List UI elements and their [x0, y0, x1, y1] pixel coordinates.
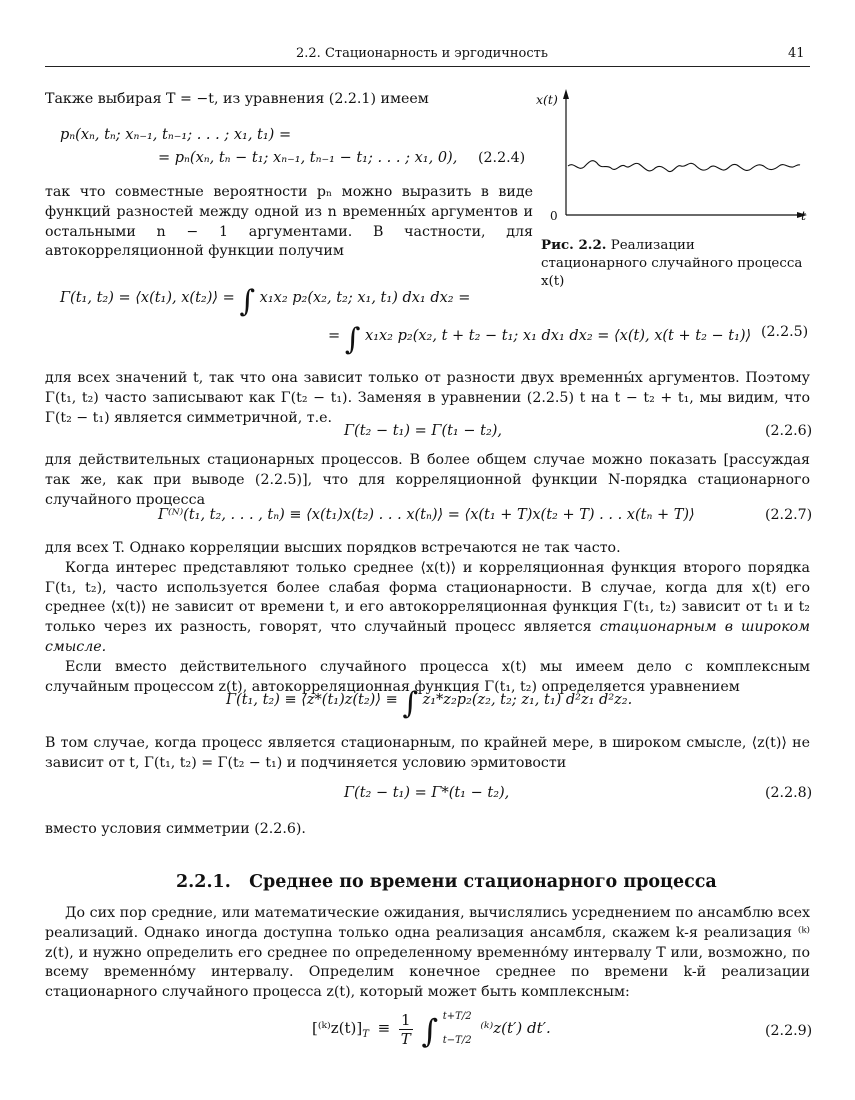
- eq-225-number: (2.2.5): [761, 324, 809, 340]
- eq-229-equiv: ≡: [377, 1019, 391, 1037]
- eq-224-line1: pₙ(xₙ, tₙ; xₙ₋₁, tₙ₋₁; . . . ; x₁, t₁) =: [60, 127, 292, 143]
- figure-2-2: [528, 84, 818, 234]
- x-axis-label: t: [801, 208, 807, 223]
- eq-229-fraction: [399, 1011, 413, 1048]
- eq-225-eq-sign: =: [328, 328, 341, 344]
- eq-227-number: (2.2.7): [765, 507, 813, 523]
- paragraph-time-average: До сих пор средние, или математические ожидания, вычислялись усреднением по ансамблю всех реализаций. Однако иногда доступна только одна реализация ансамбля, скажем k-я реализация ⁽ᵏ⁾z(t), и нужно определить его среднее по определенному временно́му интервалу T или, возможно, по всему временно́му интервалу. Определим конечное среднее по времени k-й реализации стационарного случайного процесса z(t), который может быть комплексным:: [45, 905, 810, 1001]
- eq-226: Γ(t₂ − t₁) = Γ(t₁ − t₂),: [344, 423, 503, 439]
- eq-228: Γ(t₂ − t₁) = Γ*(t₁ − t₂),: [344, 785, 510, 801]
- eq-225-line1: [60, 284, 470, 319]
- eq-229-integrand: ⁽ᵏ⁾z(t′) dt′.: [480, 1019, 551, 1037]
- eq-224-number: (2.2.4): [478, 150, 526, 166]
- realization-plot: [528, 84, 818, 234]
- figure-caption-label: Рис. 2.2.: [541, 237, 607, 253]
- eq-229-upper: t+T/2: [442, 1011, 472, 1022]
- eq-225-lhs: Γ(t₁, t₂) = ⟨x(t₁), x(t₂)⟩ =: [60, 290, 235, 306]
- y-axis-label: x(t): [536, 92, 558, 107]
- section-title: Среднее по времени стационарного процесса: [249, 872, 717, 892]
- wide-sense-term: стационарным в широком смысле.: [45, 619, 810, 655]
- intro-line: Также выбирая T = −t, из уравнения (2.2.1) имеем: [45, 91, 429, 107]
- integral-sign: ∫: [344, 322, 361, 357]
- paragraph-wide-sense: [45, 559, 810, 658]
- eq-complex-autocorrelation: [226, 686, 632, 721]
- paragraph-symmetry-instead: вместо условия симметрии (2.2.6).: [45, 821, 306, 837]
- section-number: 2.2.1.: [176, 872, 231, 892]
- figure-caption: [541, 236, 803, 291]
- paragraph-hermiticity: В том случае, когда процесс является стационарным, по крайней мере, в широком смысле, ⟨z(t)⟩ не зависит от t, Γ(t₁, t₂) = Γ(t₂ − t₁) и подчиняется условию эрмитовости: [45, 735, 810, 771]
- eq-229-frac-den: T: [400, 1029, 411, 1048]
- paragraph-after-225: для всех значений t, так что она зависит только от разности двух временны́х аргументов. Поэтому Γ(t₁, t₂) часто записывают как Γ(t₂ − t₁). Заменяя в уравнении (2.2.5) t на t − t₂ + t₁, мы видим, что Γ(t₂ − t₁) является симметричной, т.е.: [45, 370, 810, 426]
- eq-229-limits: [443, 1010, 472, 1048]
- y-axis-arrow: [563, 89, 569, 99]
- figure-caption-text: Реализации стационарного случайного процесса x(t): [541, 238, 803, 289]
- eq-complex-rhs: z₁*z₂p₂(z₂, t₂; z₁, t₁) d²z₁ d²z₂.: [422, 692, 633, 708]
- origin-label: 0: [550, 209, 558, 223]
- integral-sign: ∫: [239, 284, 256, 319]
- section-heading: [176, 872, 717, 892]
- paragraph-body-1: [45, 539, 810, 697]
- eq-229-frac-num: 1: [401, 1010, 411, 1029]
- eq-227: Γ⁽ᴺ⁾(t₁, t₂, . . . , tₙ) ≡ ⟨x(t₁)x(t₂) . . . x(tₙ)⟩ = ⟨x(t₁ + T)x(t₂ + T) . . . x(tₙ + T)⟩: [158, 507, 695, 523]
- running-header-section: 2.2. Стационарность и эргодичность: [296, 46, 548, 61]
- eq-229-number: (2.2.9): [765, 1023, 813, 1039]
- eq-224-line2: = pₙ(xₙ, tₙ − t₁; xₙ₋₁, tₙ₋₁ − t₁; . . . ; x₁, 0),: [158, 150, 458, 166]
- integral-sign: ∫: [402, 686, 418, 721]
- wide-sense-text: Когда интерес представляют только среднее ⟨x(t)⟩ и корреляционная функция второго порядка Γ(t₁, t₂), часто используется более слабая форма стационарности. В случае, когда для x(t) его среднее ⟨x(t)⟩ не зависит от времени t, и его автокорреляционная функция Γ(t₁, t₂) зависит от t₁ и t₂ только через их разность, говорят, что случайный процесс является: [45, 559, 810, 636]
- paragraph-higher-orders: для всех T. Однако корреляции высших порядков встречаются не так часто.: [45, 540, 621, 556]
- eq-complex-lhs: Γ(t₁, t₂) ≡ ⟨z*(t₁)z(t₂)⟩ ≡: [226, 692, 398, 708]
- eq-226-number: (2.2.6): [765, 423, 813, 439]
- page-number: 41: [788, 46, 805, 61]
- realization-curve: [568, 161, 800, 172]
- eq-229-lhs: [⁽ᵏ⁾z(t)]: [312, 1019, 363, 1037]
- eq-229: [312, 1010, 551, 1050]
- eq-229-lhs-sub: T: [362, 1029, 369, 1040]
- eq-225-rhs2: x₁x₂ p₂(x₂, t + t₂ − t₁; x₁ dx₁ dx₂ = ⟨x(t), x(t + t₂ − t₁)⟩: [365, 328, 752, 344]
- paragraph-after-224: так что совместные вероятности pₙ можно выразить в виде функций разностей между одной из n временны́х аргументов и остальными n − 1 аргументами. В частности, для автокорреляционной функции получим: [45, 184, 533, 260]
- paragraph-complex-process: Если вместо действительного случайного процесса x(t) мы имеем дело с комплексным случайным процессом z(t), автокорреляционная функция Γ(t₁, t₂) определяется уравнением: [45, 658, 810, 695]
- eq-225-rhs1: x₁x₂ p₂(x₂, t₂; x₁, t₁) dx₁ dx₂ =: [259, 290, 471, 306]
- integral-sign: ∫: [421, 1012, 438, 1050]
- eq-229-lower: t−T/2: [442, 1035, 472, 1046]
- eq-225-line2: [328, 322, 751, 357]
- eq-228-number: (2.2.8): [765, 785, 813, 801]
- header-rule: [45, 66, 810, 67]
- paragraph-after-226: для действительных стационарных процессов. В более общем случае можно показать [рассуждая так же, как при выводе (2.2.5)], что для корреляционной функции N-порядка стационарного случайного процесса: [45, 452, 810, 508]
